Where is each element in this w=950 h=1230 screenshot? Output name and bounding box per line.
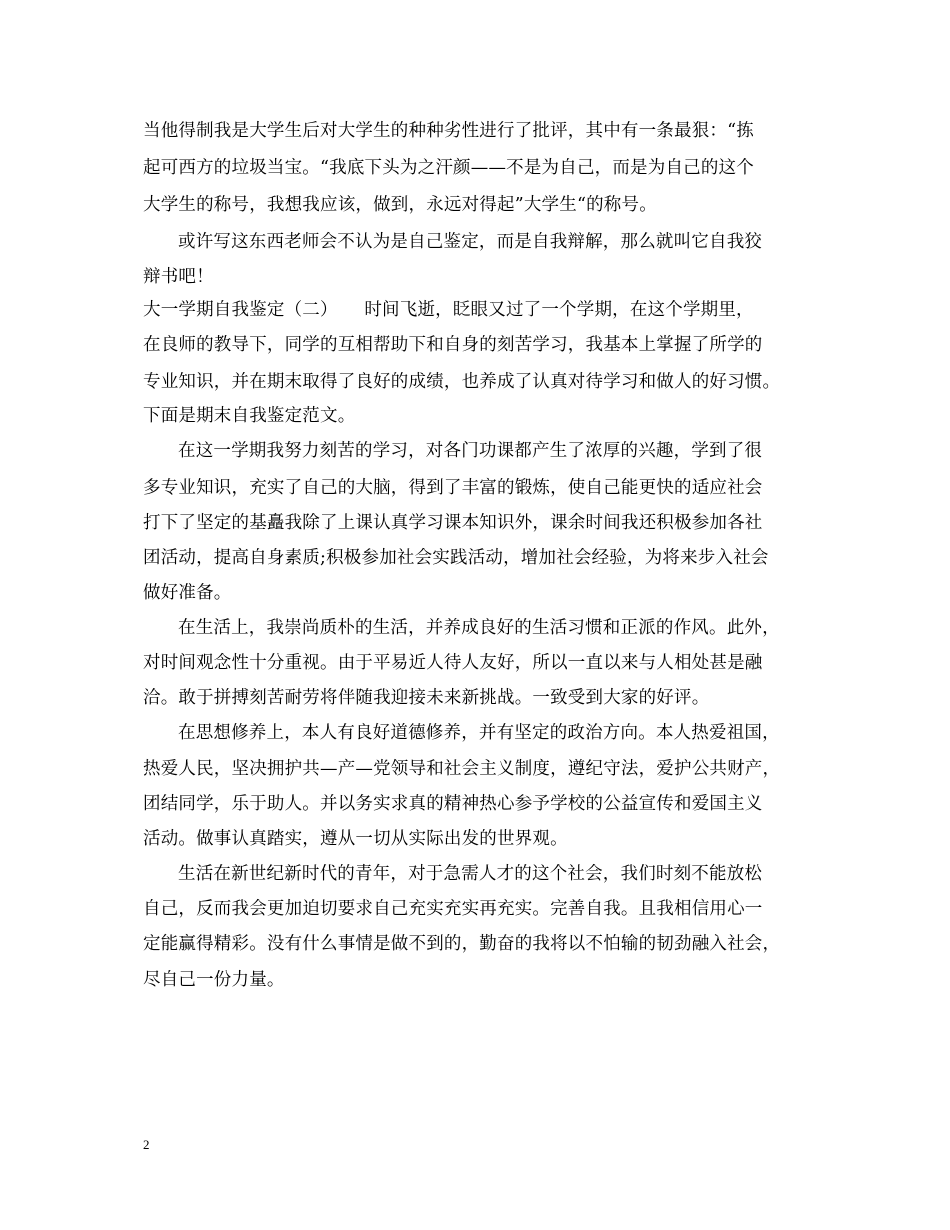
text-line: 在这一学期我努力刻苦的学习，对各门功课都产生了浓厚的兴趣，学到了很 bbox=[178, 441, 763, 461]
text-line: 下面是期末自我鉴定范文。 bbox=[143, 406, 356, 426]
section-heading-line: 大一学期自我鉴定（二） 时间飞逝，眨眼又过了一个学期，在这个学期里， bbox=[143, 300, 754, 320]
text-line: 在良师的教导下，同学的互相帮助下和自身的刻苦学习，我基本上掌握了所学的 bbox=[143, 335, 763, 355]
text-line: 或许写这东西老师会不认为是自己鉴定，而是自我辩解，那么就叫它自我狡 bbox=[178, 232, 763, 252]
text-line: 团活动，提高自身素质;积极参加社会实践活动，增加社会经验，为将来步入社会 bbox=[143, 548, 769, 568]
text-line: 尽自己一份力量。 bbox=[143, 970, 285, 990]
text-line: 辩书吧！ bbox=[143, 267, 214, 287]
text-line: 团结同学，乐于助人。并以务实求真的精神热心参予学校的公益宣传和爱国主义 bbox=[143, 794, 763, 814]
text-line: 热爱人民，坚决拥护共—产—党领导和社会主义制度，遵纪守法，爱护公共财产， bbox=[143, 759, 781, 779]
text-line: 当他得制我是大学生后对大学生的种种劣性进行了批评，其中有一条最狠：“拣 bbox=[143, 121, 754, 141]
text-line: 多专业知识，充实了自己的大脑，得到了丰富的锻炼，使自己能更快的适应社会 bbox=[143, 478, 763, 498]
text-line: 洽。敢于拼搏刻苦耐劳将伴随我迎接未来新挑战。一致受到大家的好评。 bbox=[143, 688, 710, 708]
text-line: 生活在新世纪新时代的青年，对于急需人才的这个社会，我们时刻不能放松 bbox=[178, 864, 763, 884]
text-line: 对时间观念性十分重视。由于平易近人待人友好，所以一直以来与人相处甚是融 bbox=[143, 653, 763, 673]
page-number: 2 bbox=[143, 1137, 150, 1152]
text-line: 在生活上，我崇尚质朴的生活，并养成良好的生活习惯和正派的作风。此外， bbox=[178, 618, 780, 638]
text-line: 定能赢得精彩。没有什么事情是做不到的，勤奋的我将以不怕输的韧劲融入社会， bbox=[143, 934, 781, 954]
text-line: 活动。做事认真踏实，遵从一切从实际出发的世界观。 bbox=[143, 829, 568, 849]
text-line: 大学生的称号，我想我应该，做到，永远对得起”大学生“的称号。 bbox=[143, 195, 657, 215]
text-line: 打下了坚定的基矗我除了上课认真学习课本知识外，课余时间我还积极参加各社 bbox=[143, 513, 763, 533]
text-line: 在思想修养上，本人有良好道德修养，并有坚定的政治方向。本人热爱祖国， bbox=[178, 723, 780, 743]
text-line: 起可西方的垃圾当宝。“我底下头为之汗颜——不是为自己，而是为自己的这个 bbox=[143, 158, 754, 178]
text-line: 自己，反而我会更加迫切要求自己充实充实再充实。完善自我。且我相信用心一 bbox=[143, 899, 763, 919]
text-line: 做好准备。 bbox=[143, 583, 232, 603]
text-line: 专业知识，并在期末取得了良好的成绩，也养成了认真对待学习和做人的好习惯。 bbox=[143, 372, 781, 392]
